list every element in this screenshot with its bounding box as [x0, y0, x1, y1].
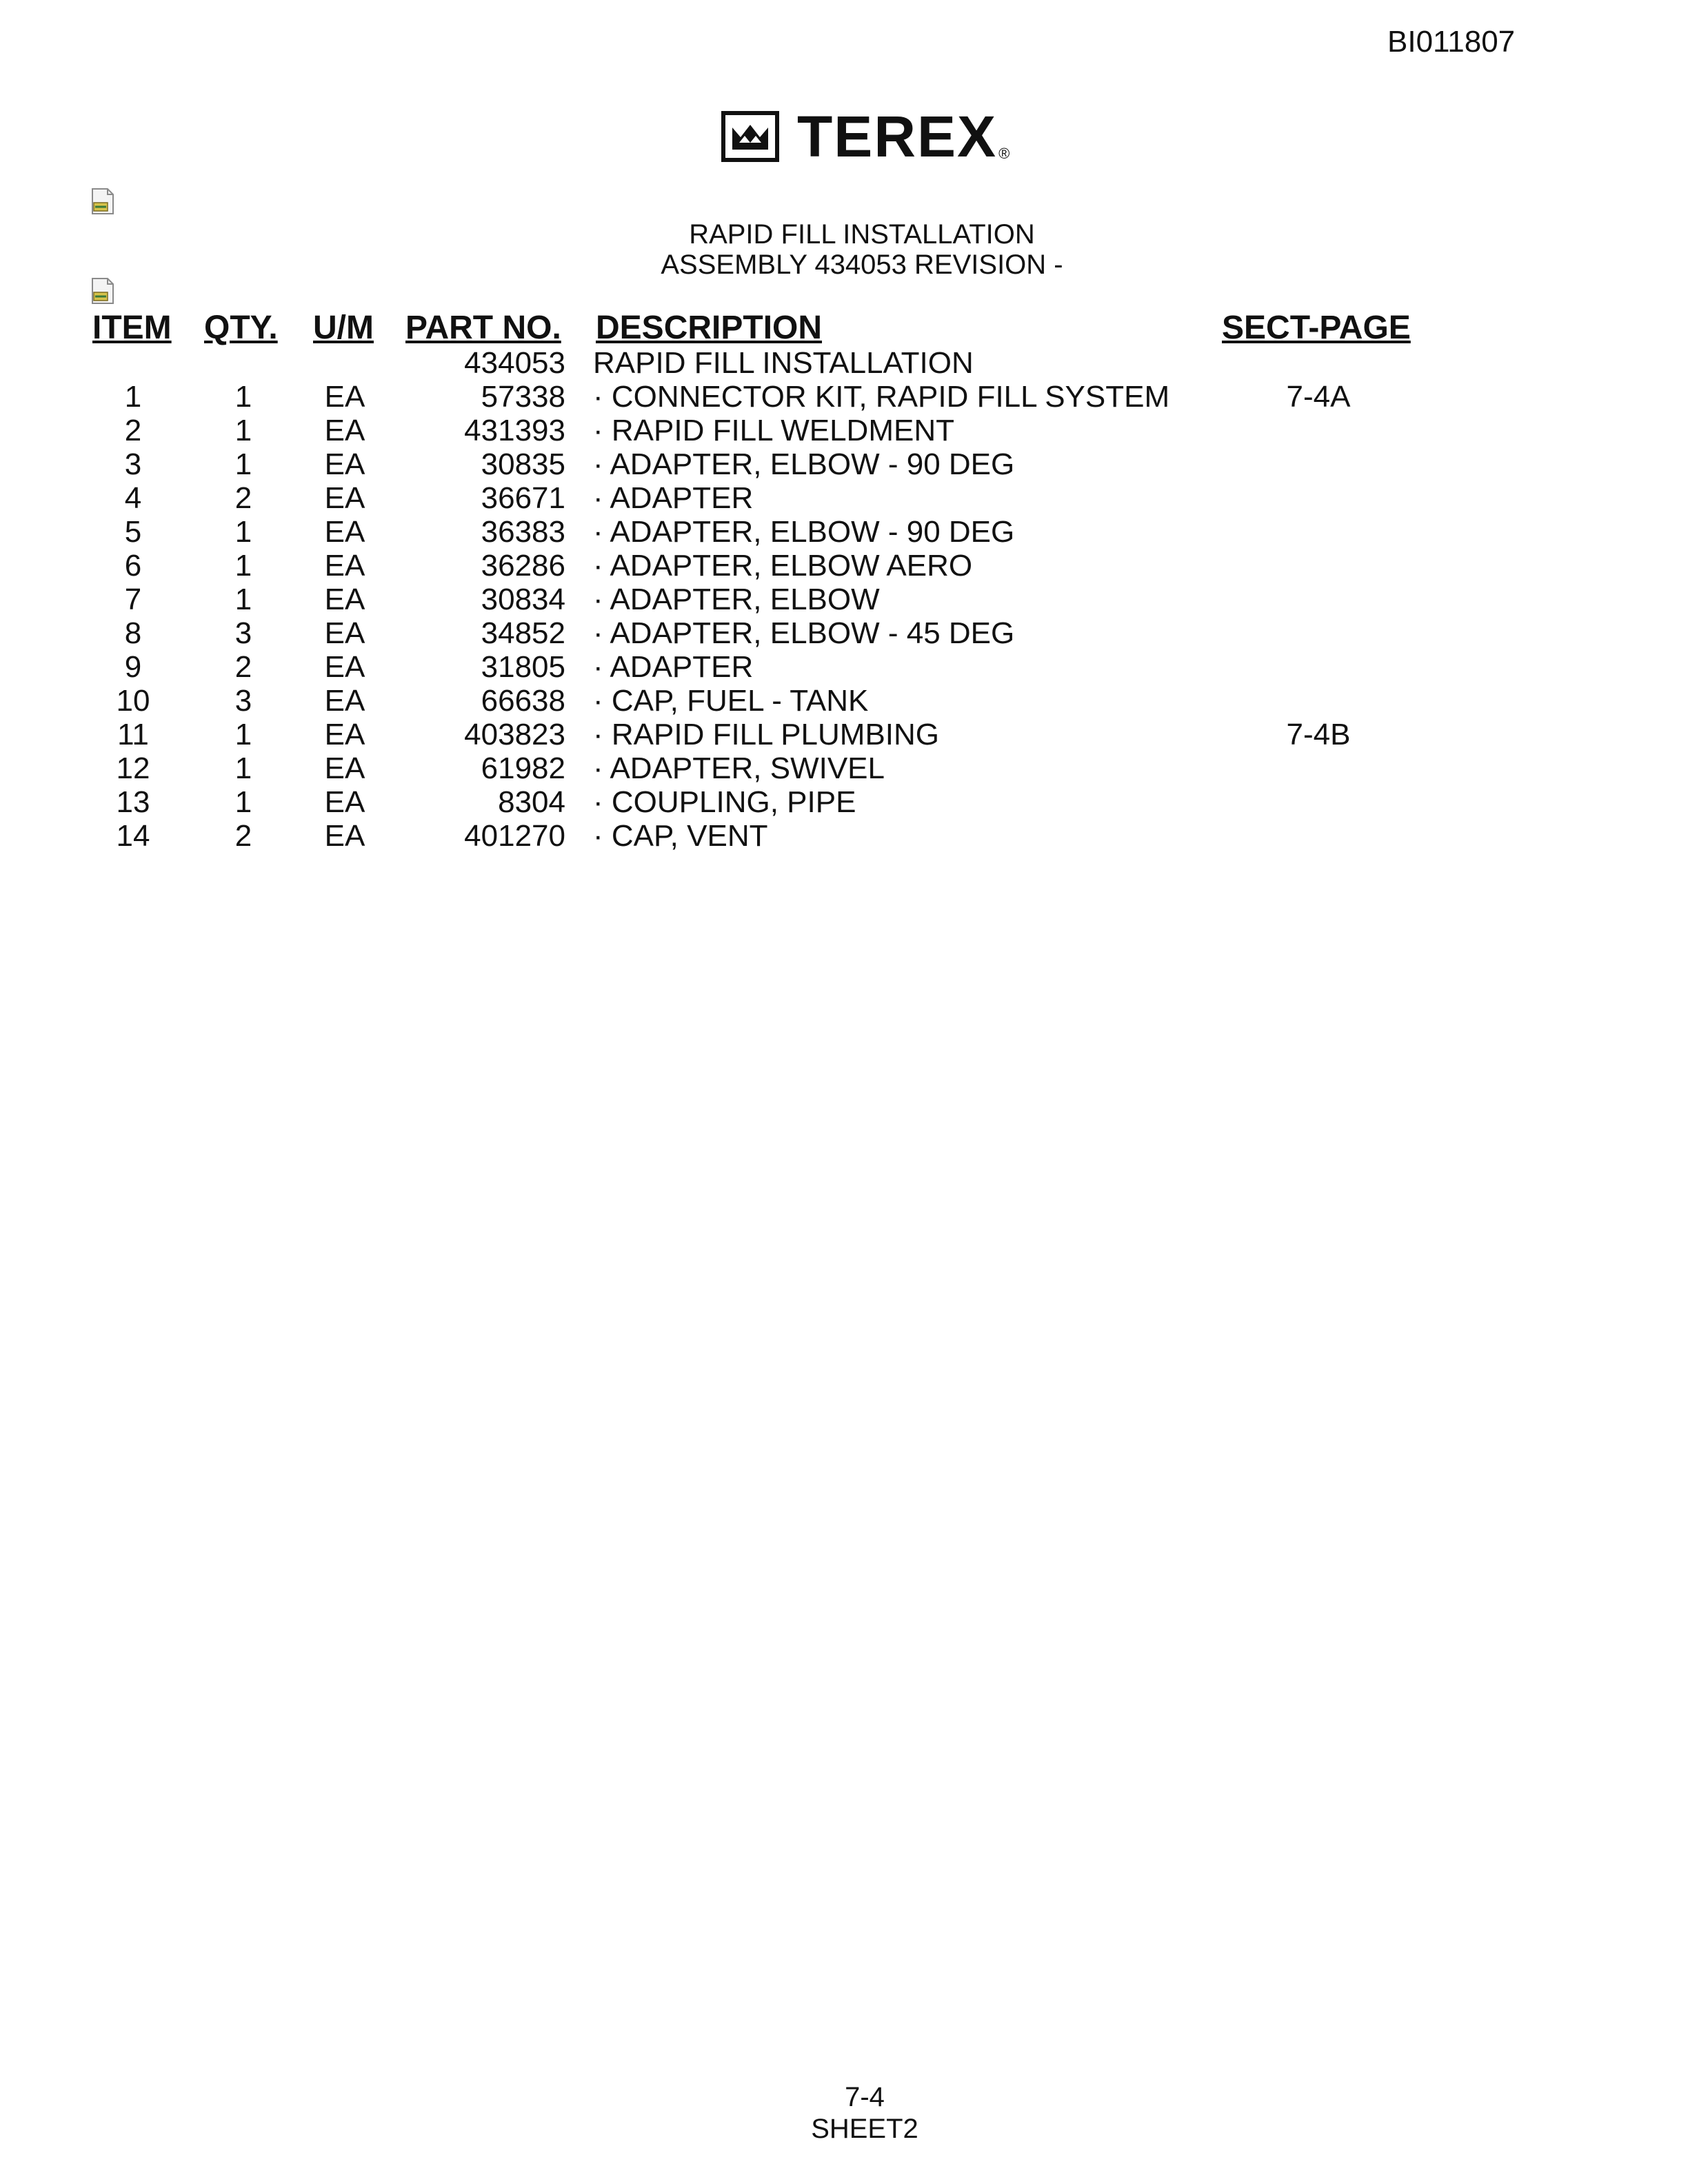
unit-of-measure: EA — [324, 380, 365, 414]
crown-icon — [721, 111, 779, 162]
quantity: 1 — [234, 380, 252, 414]
part-number: 34852 — [481, 616, 565, 650]
document-id: BI011807 — [1387, 25, 1516, 59]
table-row — [0, 481, 1688, 515]
table-row — [0, 718, 1688, 751]
part-number: 61982 — [481, 751, 565, 785]
quantity: 2 — [234, 481, 252, 515]
item-number: 10 — [116, 684, 150, 718]
table-row — [0, 447, 1688, 481]
unit-of-measure: EA — [324, 718, 365, 751]
part-number: 36286 — [481, 549, 565, 583]
item-number: 9 — [124, 650, 142, 684]
part-description: · ADAPTER — [593, 481, 754, 515]
unit-of-measure: EA — [324, 785, 365, 819]
table-row — [0, 414, 1688, 447]
table-row — [0, 616, 1688, 650]
column-header-part-no: PART NO. — [405, 310, 561, 346]
sect-page-link[interactable]: 7-4A — [1286, 380, 1351, 414]
item-number: 2 — [124, 414, 142, 447]
part-description: · CONNECTOR KIT, RAPID FILL SYSTEM — [593, 380, 1170, 414]
page-number: 7-4 — [845, 2082, 885, 2112]
table-row — [0, 684, 1688, 718]
part-number: 431393 — [464, 414, 565, 447]
quantity: 1 — [234, 751, 252, 785]
unit-of-measure: EA — [324, 819, 365, 853]
part-number: 57338 — [481, 380, 565, 414]
table-row — [0, 515, 1688, 549]
part-description: · ADAPTER, ELBOW - 90 DEG — [593, 515, 1015, 549]
part-number: 30834 — [481, 583, 565, 616]
table-row — [0, 751, 1688, 785]
quantity: 1 — [234, 414, 252, 447]
item-number: 12 — [116, 751, 150, 785]
unit-of-measure: EA — [324, 515, 365, 549]
part-description: · RAPID FILL WELDMENT — [593, 414, 954, 447]
unit-of-measure: EA — [324, 583, 365, 616]
table-row — [0, 380, 1688, 414]
quantity: 1 — [234, 785, 252, 819]
unit-of-measure: EA — [324, 751, 365, 785]
unit-of-measure: EA — [324, 414, 365, 447]
part-number: 8304 — [498, 785, 565, 819]
part-number: 36671 — [481, 481, 565, 515]
unit-of-measure: EA — [324, 447, 365, 481]
quantity: 2 — [234, 819, 252, 853]
part-number: 30835 — [481, 447, 565, 481]
item-number: 1 — [124, 380, 142, 414]
part-description: · CAP, VENT — [593, 819, 768, 853]
logo-wordmark: TEREX — [797, 104, 998, 169]
quantity: 1 — [234, 447, 252, 481]
column-header-sect-page: SECT-PAGE — [1222, 310, 1411, 346]
unit-of-measure: EA — [324, 481, 365, 515]
item-number: 3 — [124, 447, 142, 481]
item-number: 11 — [117, 718, 149, 751]
sect-page-link[interactable]: 7-4B — [1286, 718, 1351, 751]
part-description: · ADAPTER — [593, 650, 754, 684]
part-number: 401270 — [464, 819, 565, 853]
table-row — [0, 785, 1688, 819]
part-number: 66638 — [481, 684, 565, 718]
unit-of-measure: EA — [324, 616, 365, 650]
part-description: · CAP, FUEL - TANK — [593, 684, 869, 718]
table-row — [0, 819, 1688, 853]
item-number: 8 — [124, 616, 142, 650]
unit-of-measure: EA — [324, 684, 365, 718]
assembly-description: RAPID FILL INSTALLATION — [593, 346, 974, 380]
column-header-item: ITEM — [92, 310, 172, 346]
item-number: 5 — [124, 515, 142, 549]
part-description: · ADAPTER, SWIVEL — [593, 751, 885, 785]
unit-of-measure: EA — [324, 549, 365, 583]
sheet-label: SHEET2 — [811, 2114, 918, 2144]
item-number: 7 — [124, 583, 142, 616]
table-row — [0, 549, 1688, 583]
part-description: · COUPLING, PIPE — [593, 785, 856, 819]
column-header-um: U/M — [313, 310, 374, 346]
quantity: 1 — [234, 515, 252, 549]
item-number: 13 — [116, 785, 150, 819]
attachment-icon[interactable] — [91, 188, 114, 215]
part-description: · ADAPTER, ELBOW - 45 DEG — [593, 616, 1015, 650]
part-description: · RAPID FILL PLUMBING — [593, 718, 940, 751]
quantity: 2 — [234, 650, 252, 684]
part-description: · ADAPTER, ELBOW - 90 DEG — [593, 447, 1015, 481]
part-number: 31805 — [481, 650, 565, 684]
item-number: 6 — [124, 549, 142, 583]
column-header-qty: QTY. — [204, 310, 278, 346]
quantity: 1 — [234, 583, 252, 616]
item-number: 4 — [124, 481, 142, 515]
item-number: 14 — [116, 819, 150, 853]
registered-mark: ® — [998, 145, 1010, 162]
attachment-icon[interactable] — [91, 277, 114, 305]
quantity: 1 — [234, 549, 252, 583]
quantity: 3 — [234, 616, 252, 650]
table-row — [0, 650, 1688, 684]
part-number: 36383 — [481, 515, 565, 549]
part-description: · ADAPTER, ELBOW AERO — [593, 549, 973, 583]
part-number: 403823 — [464, 718, 565, 751]
assembly-row — [0, 346, 1688, 380]
assembly-part-no: 434053 — [464, 346, 565, 380]
quantity: 3 — [234, 684, 252, 718]
quantity: 1 — [234, 718, 252, 751]
table-row — [0, 583, 1688, 616]
unit-of-measure: EA — [324, 650, 365, 684]
column-header-description: DESCRIPTION — [596, 310, 823, 346]
document-title: RAPID FILL INSTALLATION — [689, 219, 1035, 250]
part-description: · ADAPTER, ELBOW — [593, 583, 880, 616]
assembly-subtitle: ASSEMBLY 434053 REVISION - — [661, 250, 1063, 280]
terex-logo — [721, 104, 1010, 169]
